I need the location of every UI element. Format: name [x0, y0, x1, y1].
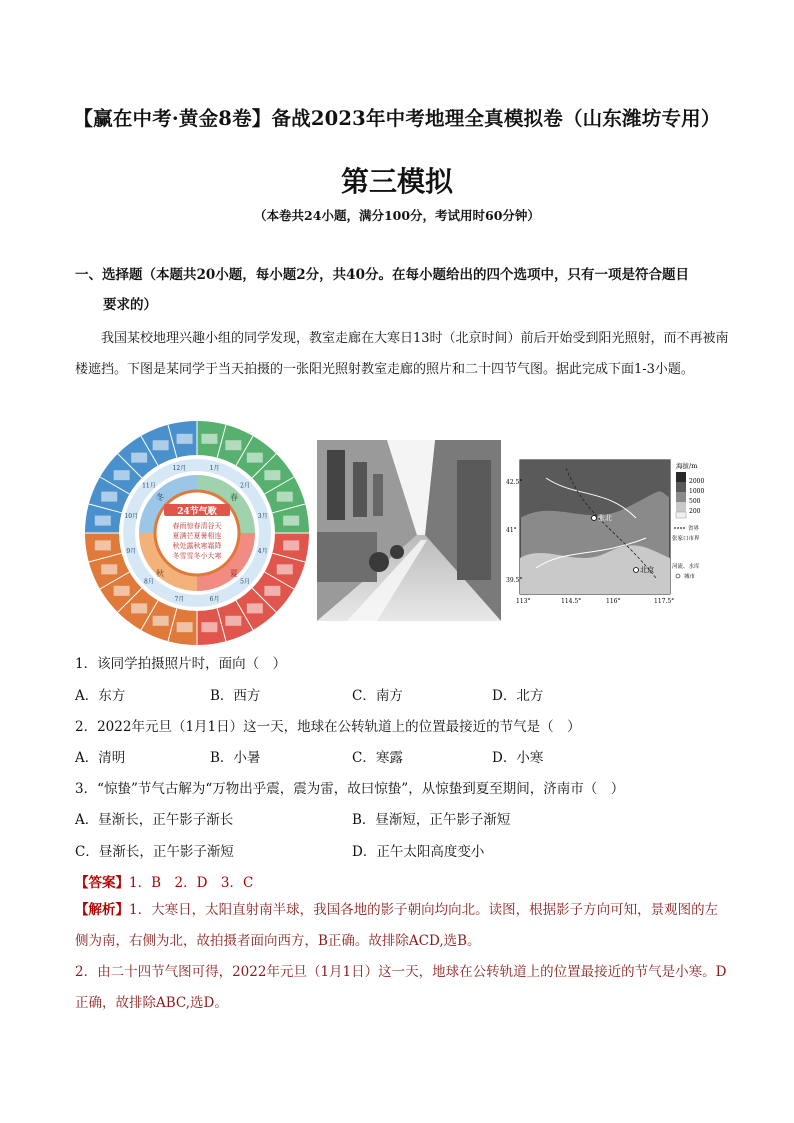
- map-legend-2000: 2000: [689, 478, 705, 485]
- wheel-season-autumn: 秋: [156, 569, 164, 578]
- question-1-stem: 1．该同学拍摄照片时，面向（ ）: [75, 656, 287, 672]
- wheel-month-label: 12月: [172, 464, 187, 472]
- wheel-term-cell: [201, 622, 217, 632]
- wheel-term-cell: [101, 492, 117, 502]
- map-legend-city: 城市: [684, 574, 696, 580]
- wheel-term-cell: [131, 603, 147, 613]
- answer-line: [75, 871, 253, 891]
- wheel-term-cell: [277, 564, 293, 574]
- wheel-term-cell: [95, 540, 111, 550]
- answer-text: 1．B 2．D 3．C: [129, 875, 254, 891]
- wheel-term-cell: [277, 492, 293, 502]
- wheel-term-cell: [283, 516, 299, 526]
- q2-option-b: B．小暑: [210, 750, 261, 766]
- wheel-month-label: 1月: [209, 464, 220, 472]
- wheel-term-cell: [153, 616, 169, 626]
- q1-option-d: D．北方: [492, 688, 544, 704]
- map-place-beijing: 北京: [640, 566, 654, 574]
- wheel-season-summer: 夏: [230, 569, 238, 578]
- q2-option-a: A．清明: [75, 750, 126, 766]
- map-legend-1000: 1000: [689, 488, 705, 495]
- wheel-line-1: 春雨惊春清谷天: [172, 522, 222, 530]
- explanation-p1: 1．大寒日，太阳直射南半球，我国各地的影子朝向均向北。读图，根据影子方向可知，景观图的左侧为南，右侧为北，故拍摄者面向西方，B正确。故排除ACD,选B。: [75, 902, 719, 949]
- section-heading: [75, 260, 735, 320]
- wheel-season-spring: 春: [230, 493, 238, 502]
- map-lat-1: 42.5°: [506, 479, 523, 486]
- wheel-month-label: 2月: [240, 482, 250, 490]
- q3-option-d: D．正午太阳高度变小: [352, 844, 485, 860]
- map-lat-3: 39.5°: [506, 577, 523, 584]
- map-lat-2: 41°: [506, 527, 517, 534]
- wheel-term-cell: [177, 434, 193, 444]
- explanation-2: 2．由二十四节气图可得，2022年元旦（1月1日）这一天，地球在公转轨道上的位置最接近的节气是小寒。D正确，故排除ABC,选D。: [75, 964, 727, 1011]
- q1-option-c: C．南方: [352, 688, 403, 704]
- wheel-term-cell: [225, 440, 241, 450]
- wheel-month-label: 11月: [142, 482, 156, 490]
- wheel-month-label: 6月: [209, 596, 220, 604]
- section-heading-line2: 要求的）: [103, 297, 157, 313]
- wheel-term-cell: [114, 586, 130, 596]
- wheel-month-label: 7月: [174, 596, 185, 604]
- wheel-term-cell: [264, 586, 280, 596]
- q3-option-c: C．昼渐长，正午影子渐短: [75, 844, 234, 860]
- explanation-1: [75, 895, 729, 957]
- wheel-month-label: 8月: [144, 578, 154, 586]
- q3-option-b: B．昼渐短，正午影子渐短: [352, 812, 511, 828]
- wheel-term-cell: [201, 434, 217, 444]
- wheel-month-label: 5月: [240, 578, 250, 586]
- map-legend-title: 海拔/m: [676, 462, 698, 470]
- answer-tag: 【答案】: [75, 875, 129, 891]
- q2-option-c: C．寒露: [352, 750, 403, 766]
- map-legend-city-border: 张家口市界: [672, 536, 700, 542]
- map-legend-province: 省界: [688, 526, 700, 532]
- wheel-term-cell: [114, 470, 130, 480]
- question-3-stem: 3．“惊蛰”节气古解为“万物出乎震，震为雷，故曰惊蛰”，从惊蛰到夏至期间，济南市（ ）: [75, 781, 625, 797]
- wheel-term-cell: [264, 470, 280, 480]
- map-legend-river: 河流、水库: [672, 564, 700, 570]
- wheel-month-label: 4月: [257, 548, 268, 556]
- map-place-zhangbei: 张北: [598, 514, 612, 522]
- wheel-term-cell: [247, 453, 263, 463]
- q3-option-a: A．昼渐长，正午影子渐长: [75, 812, 234, 828]
- wheel-term-cell: [131, 453, 147, 463]
- map-legend-200: 200: [689, 508, 701, 515]
- solar-terms-wheel: [84, 420, 310, 646]
- wheel-line-4: 冬雪雪冬小大寒: [172, 552, 222, 560]
- exam-info: （本卷共24小题，满分100分，考试用时60分钟）: [254, 208, 540, 223]
- question-2-stem: 2．2022年元旦（1月1日）这一天，地球在公转轨道上的位置最接近的节气是（ ）: [75, 719, 581, 735]
- q1-option-a: A．东方: [75, 688, 126, 704]
- wheel-month-label: 9月: [126, 548, 137, 556]
- wheel-month-label: 3月: [257, 512, 268, 520]
- wheel-term-cell: [101, 564, 117, 574]
- explanation-tag: 【解析】: [75, 902, 129, 918]
- wheel-line-2: 夏满芒夏暑相连: [172, 532, 222, 540]
- map-lon-3: 116°: [606, 598, 621, 605]
- wheel-term-cell: [283, 540, 299, 550]
- header-title: 【赢在中考·黄金8卷】备战2023年中考地理全真模拟卷（山东潍坊专用）: [73, 107, 721, 130]
- terrain-map: [506, 458, 712, 606]
- passage-text: 我国某校地理兴趣小组的同学发现，教室走廊在大寒日13时（北京时间）前后开始受到阳光照射，而不再被南楼遮挡。下图是某同学于当天拍摄的一张阳光照射教室走廊的照片和二十四节气图。据此完成下面1-3小题。: [75, 331, 729, 377]
- wheel-term-cell: [95, 516, 111, 526]
- wheel-month-label: 10月: [124, 512, 139, 520]
- map-legend-500: 500: [689, 498, 701, 505]
- wheel-season-winter: 冬: [156, 493, 164, 502]
- corridor-photo: [317, 440, 501, 621]
- wheel-term-cell: [153, 440, 169, 450]
- map-lon-2: 114.5°: [561, 598, 582, 605]
- q2-option-d: D．小寒: [492, 750, 544, 766]
- wheel-term-cell: [225, 616, 241, 626]
- wheel-line-3: 秋处露秋寒霜降: [172, 542, 222, 550]
- main-title: 第三模拟: [340, 165, 453, 198]
- wheel-term-cell: [177, 622, 193, 632]
- map-lon-4: 117.5°: [654, 598, 675, 605]
- q1-option-b: B．西方: [210, 688, 261, 704]
- section-heading-line1: 一、选择题（本题共20小题，每小题2分，共40分。在每小题给出的四个选项中，只有一项是符合题目: [75, 267, 689, 283]
- wheel-center-title: 24节气歌: [177, 507, 217, 517]
- map-lon-1: 113°: [516, 598, 531, 605]
- wheel-term-cell: [247, 603, 263, 613]
